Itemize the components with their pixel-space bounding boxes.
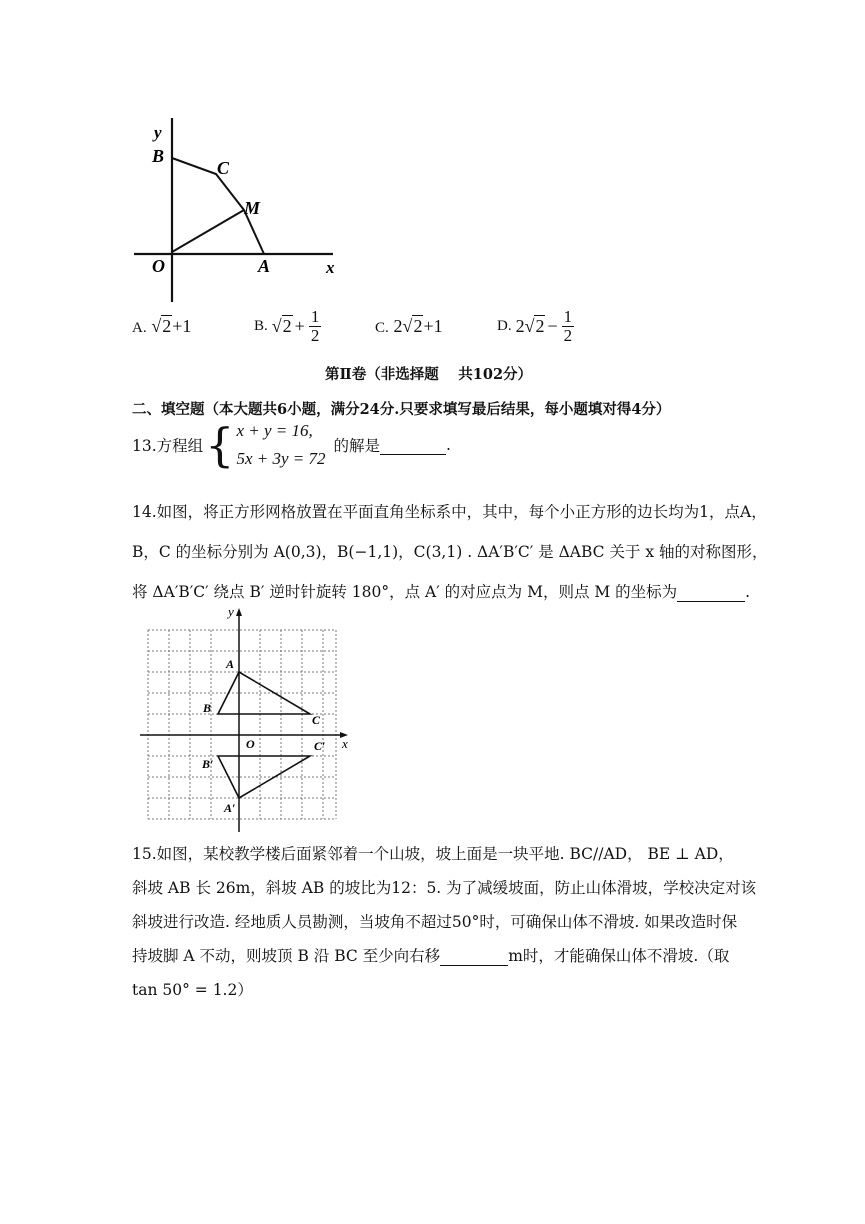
y-axis-arrow [236,608,242,616]
label-A: A [258,256,271,276]
question-15-line-1: 15.如图，某校教学楼后面紧邻着一个山坡，坡上面是一块平地. BC//AD， BE ⊥ AD， [132,845,734,863]
question-15-line-2: 斜坡 AB 长 26m，斜坡 AB 的坡比为12：5. 为了减缓坡面，防止山体滑坡，学校决定对该 [132,879,757,897]
label-C: C [312,713,321,727]
question-14-line-3: 将 ΔA′B′C′ 绕点 B′ 逆时针旋转 180°，点 A′ 的对应点为 M，则点 M 的坐标为 . [132,583,751,601]
label-B: B [152,146,165,166]
label-O: O [152,256,165,276]
sqrt-symbol: √2 [271,315,292,336]
choice-c: C. 2√2+1 [375,316,443,336]
question-13: 13.方程组 { x + y = 16, 5x + 3y = 72 的解是 . [132,418,451,472]
answer-blank[interactable] [677,584,745,602]
fraction: $\frac{1}{2}$ [310,307,320,345]
brace: { [205,418,235,472]
label-x: x [342,736,348,751]
choice-d: D. 2 √2 − $\frac{1}{2}$ [497,307,573,345]
figure-coordinate-quadrilateral [128,110,348,310]
equation-system: x + y = 16, 5x + 3y = 72 [236,421,326,468]
choice-b: B. √2 + $\frac{1}{2}$ [254,307,320,345]
label-B-prime: B′ [202,757,214,771]
label-y: y [154,123,162,142]
label-x: x [326,258,335,277]
label-y: y [228,604,234,619]
sqrt-symbol: √2 [151,316,172,336]
label-M: M [244,198,261,218]
label-B: B [203,701,212,715]
section-heading: 二、填空题（本大题共6小题，满分24分.只要求填写最后结果，每小题填对得4分） [132,401,671,418]
label-C-prime: C′ [314,739,326,753]
answer-blank[interactable] [440,948,508,966]
sqrt-symbol: √2 [524,315,545,336]
question-15-line-4: 持坡脚 A 不动，则坡顶 B 沿 BC 至少向右移 m时，才能确保山体不滑坡.（取 [132,947,730,965]
label-A: A [226,657,235,671]
question-14-line-2: B，C 的坐标分别为 A(0,3)，B(−1,1)，C(3,1) . ΔA′B′C′ 是 ΔABC 关于 x 轴的对称图形， [132,543,768,561]
choice-a: A. √2+1 [132,316,192,336]
question-15-line-5: tan 50° = 1.2） [132,981,253,999]
segment-OM [172,210,244,252]
grid-lines [148,630,336,819]
label-C: C [217,158,230,178]
sqrt-symbol: √2 [402,316,423,336]
question-14-line-1: 14.如图，将正方形网格放置在平面直角坐标系中，其中，每个小正方形的边长均为1，点A， [132,503,767,521]
question-15-line-3: 斜坡进行改造. 经地质人员勘测，当坡角不超过50°时，可确保山体不滑坡. 如果改造时保 [132,913,738,931]
section-title: 第Ⅱ卷（非选择题 共102分） [325,366,533,383]
label-O: O [246,737,255,751]
answer-blank[interactable] [380,436,446,455]
fraction: $\frac{1}{2}$ [563,307,573,345]
label-A-prime: A′ [224,801,236,815]
figure-grid-triangles [140,602,360,834]
